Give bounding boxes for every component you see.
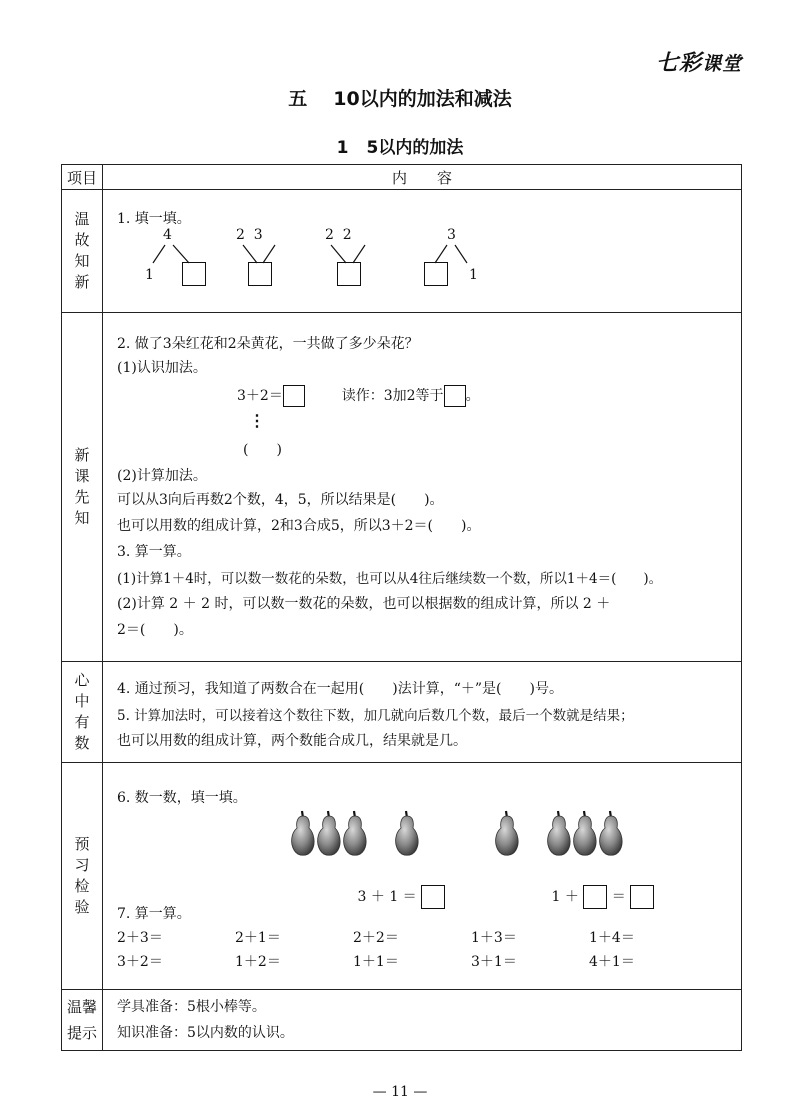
split-4-top: 3 <box>447 227 456 243</box>
section-label-review: 温故知新 <box>62 190 103 313</box>
section-label-tips: 温馨 提示 <box>62 990 103 1051</box>
equation-a: 3 ＋ 1 ＝ <box>313 869 445 925</box>
split-1-answer-box[interactable] <box>182 262 206 286</box>
question-3-part-2: (2)计算 2 ＋ 2 时，可以数一数花的朵数，也可以根据数的组成计算，所以 2 ＋ <box>117 596 611 612</box>
calc-item[interactable]: 3＋1＝ <box>471 954 517 970</box>
equation-a-answer-box[interactable] <box>421 885 445 909</box>
question-5: 5. 计算加法时，可以接着这个数往下数，加几就向后数几个数，最后一个数就是结果； <box>117 708 634 724</box>
count-on-method: 可以从3向后再数2个数，4，5，所以结果是( )。 <box>117 492 444 508</box>
question-2: 2. 做了3朵红花和2朵黄花，一共做了多少朵花？ <box>117 336 419 352</box>
plus-sign-name-blank[interactable]: ( ) <box>243 442 282 458</box>
split-2-top: 2 3 <box>236 227 263 243</box>
question-5-cont: 也可以用数的组成计算，两个数能合成几，结果就是几。 <box>117 733 467 749</box>
calc-item[interactable]: 2＋1＝ <box>235 930 281 946</box>
equation-b-answer-box[interactable] <box>630 885 654 909</box>
equation-3-plus-2: 3＋2＝ 读作：3加2等于 。 <box>237 385 480 407</box>
split-1-top: 4 <box>163 227 172 243</box>
number-split-diagrams <box>103 190 743 312</box>
tip-knowledge: 知识准备：5以内数的认识。 <box>117 1025 294 1041</box>
equation-b-first-box[interactable] <box>583 885 607 909</box>
split-2-answer-box[interactable] <box>248 262 272 286</box>
split-4-right: 1 <box>469 267 478 283</box>
lesson-title: 1 5以内的加法 <box>336 138 464 158</box>
part-recognize-addition: (1)认识加法。 <box>117 360 207 376</box>
tip-tools: 学具准备：5根小棒等。 <box>117 999 266 1015</box>
unit-title: 五 10以内的加法和减法 <box>288 88 512 110</box>
lesson-table <box>61 164 742 1051</box>
question-7: 7. 算一算。 <box>117 906 191 922</box>
split-1-left: 1 <box>145 267 154 283</box>
question-3-part-2-cont: 2＝( )。 <box>117 622 193 638</box>
calc-item[interactable]: 1＋3＝ <box>471 930 517 946</box>
section-tips <box>62 990 742 1051</box>
calc-item[interactable]: 3＋2＝ <box>117 954 163 970</box>
dots-indicator: ⋮ <box>249 411 265 430</box>
calc-item[interactable]: 2＋2＝ <box>353 930 399 946</box>
calc-item[interactable]: 2＋3＝ <box>117 930 163 946</box>
question-3-part-1: (1)计算1＋4时，可以数一数花的朵数，也可以从4往后继续数一个数，所以1＋4＝( )。 <box>117 571 663 587</box>
header-item: 项目 <box>62 165 103 190</box>
section-label-preview: 预习检验 <box>62 763 103 990</box>
section-new-lesson <box>62 313 742 662</box>
question-4: 4. 通过预习，我知道了两数合在一起用( )法计算，“＋”是( )号。 <box>117 681 563 697</box>
calc-item[interactable]: 1＋2＝ <box>235 954 281 970</box>
section-label-new-lesson: 新课先知 <box>62 313 103 662</box>
question-3: 3. 算一算。 <box>117 544 191 560</box>
split-3-answer-box[interactable] <box>337 262 361 286</box>
calc-item[interactable]: 4＋1＝ <box>589 954 635 970</box>
header-content: 内 容 <box>103 165 742 190</box>
brand-logo: 七彩课堂 <box>655 51 742 76</box>
section-label-mind: 心中有数 <box>62 662 103 763</box>
calc-item[interactable]: 1＋1＝ <box>353 954 399 970</box>
part-compute-addition: (2)计算加法。 <box>117 468 207 484</box>
pear-group-left <box>289 809 419 861</box>
section-review <box>62 190 742 313</box>
page-number: — 11 — <box>372 1084 428 1100</box>
section-preview <box>62 763 742 990</box>
pear-group-right <box>493 809 633 861</box>
equation-answer-box[interactable] <box>283 385 305 407</box>
reading-answer-box[interactable] <box>444 385 466 407</box>
composition-method: 也可以用数的组成计算，2和3合成5，所以3＋2＝( )。 <box>117 518 481 534</box>
calc-item[interactable]: 1＋4＝ <box>589 930 635 946</box>
section-mind <box>62 662 742 763</box>
table-header-row <box>62 165 742 190</box>
equation-b: 1 ＋ ＝ <box>507 869 654 925</box>
question-1: 1. 填一填。 <box>117 211 191 227</box>
question-6: 6. 数一数，填一填。 <box>117 790 247 806</box>
split-4-answer-box[interactable] <box>424 262 448 286</box>
split-3-top: 2 2 <box>325 227 352 243</box>
